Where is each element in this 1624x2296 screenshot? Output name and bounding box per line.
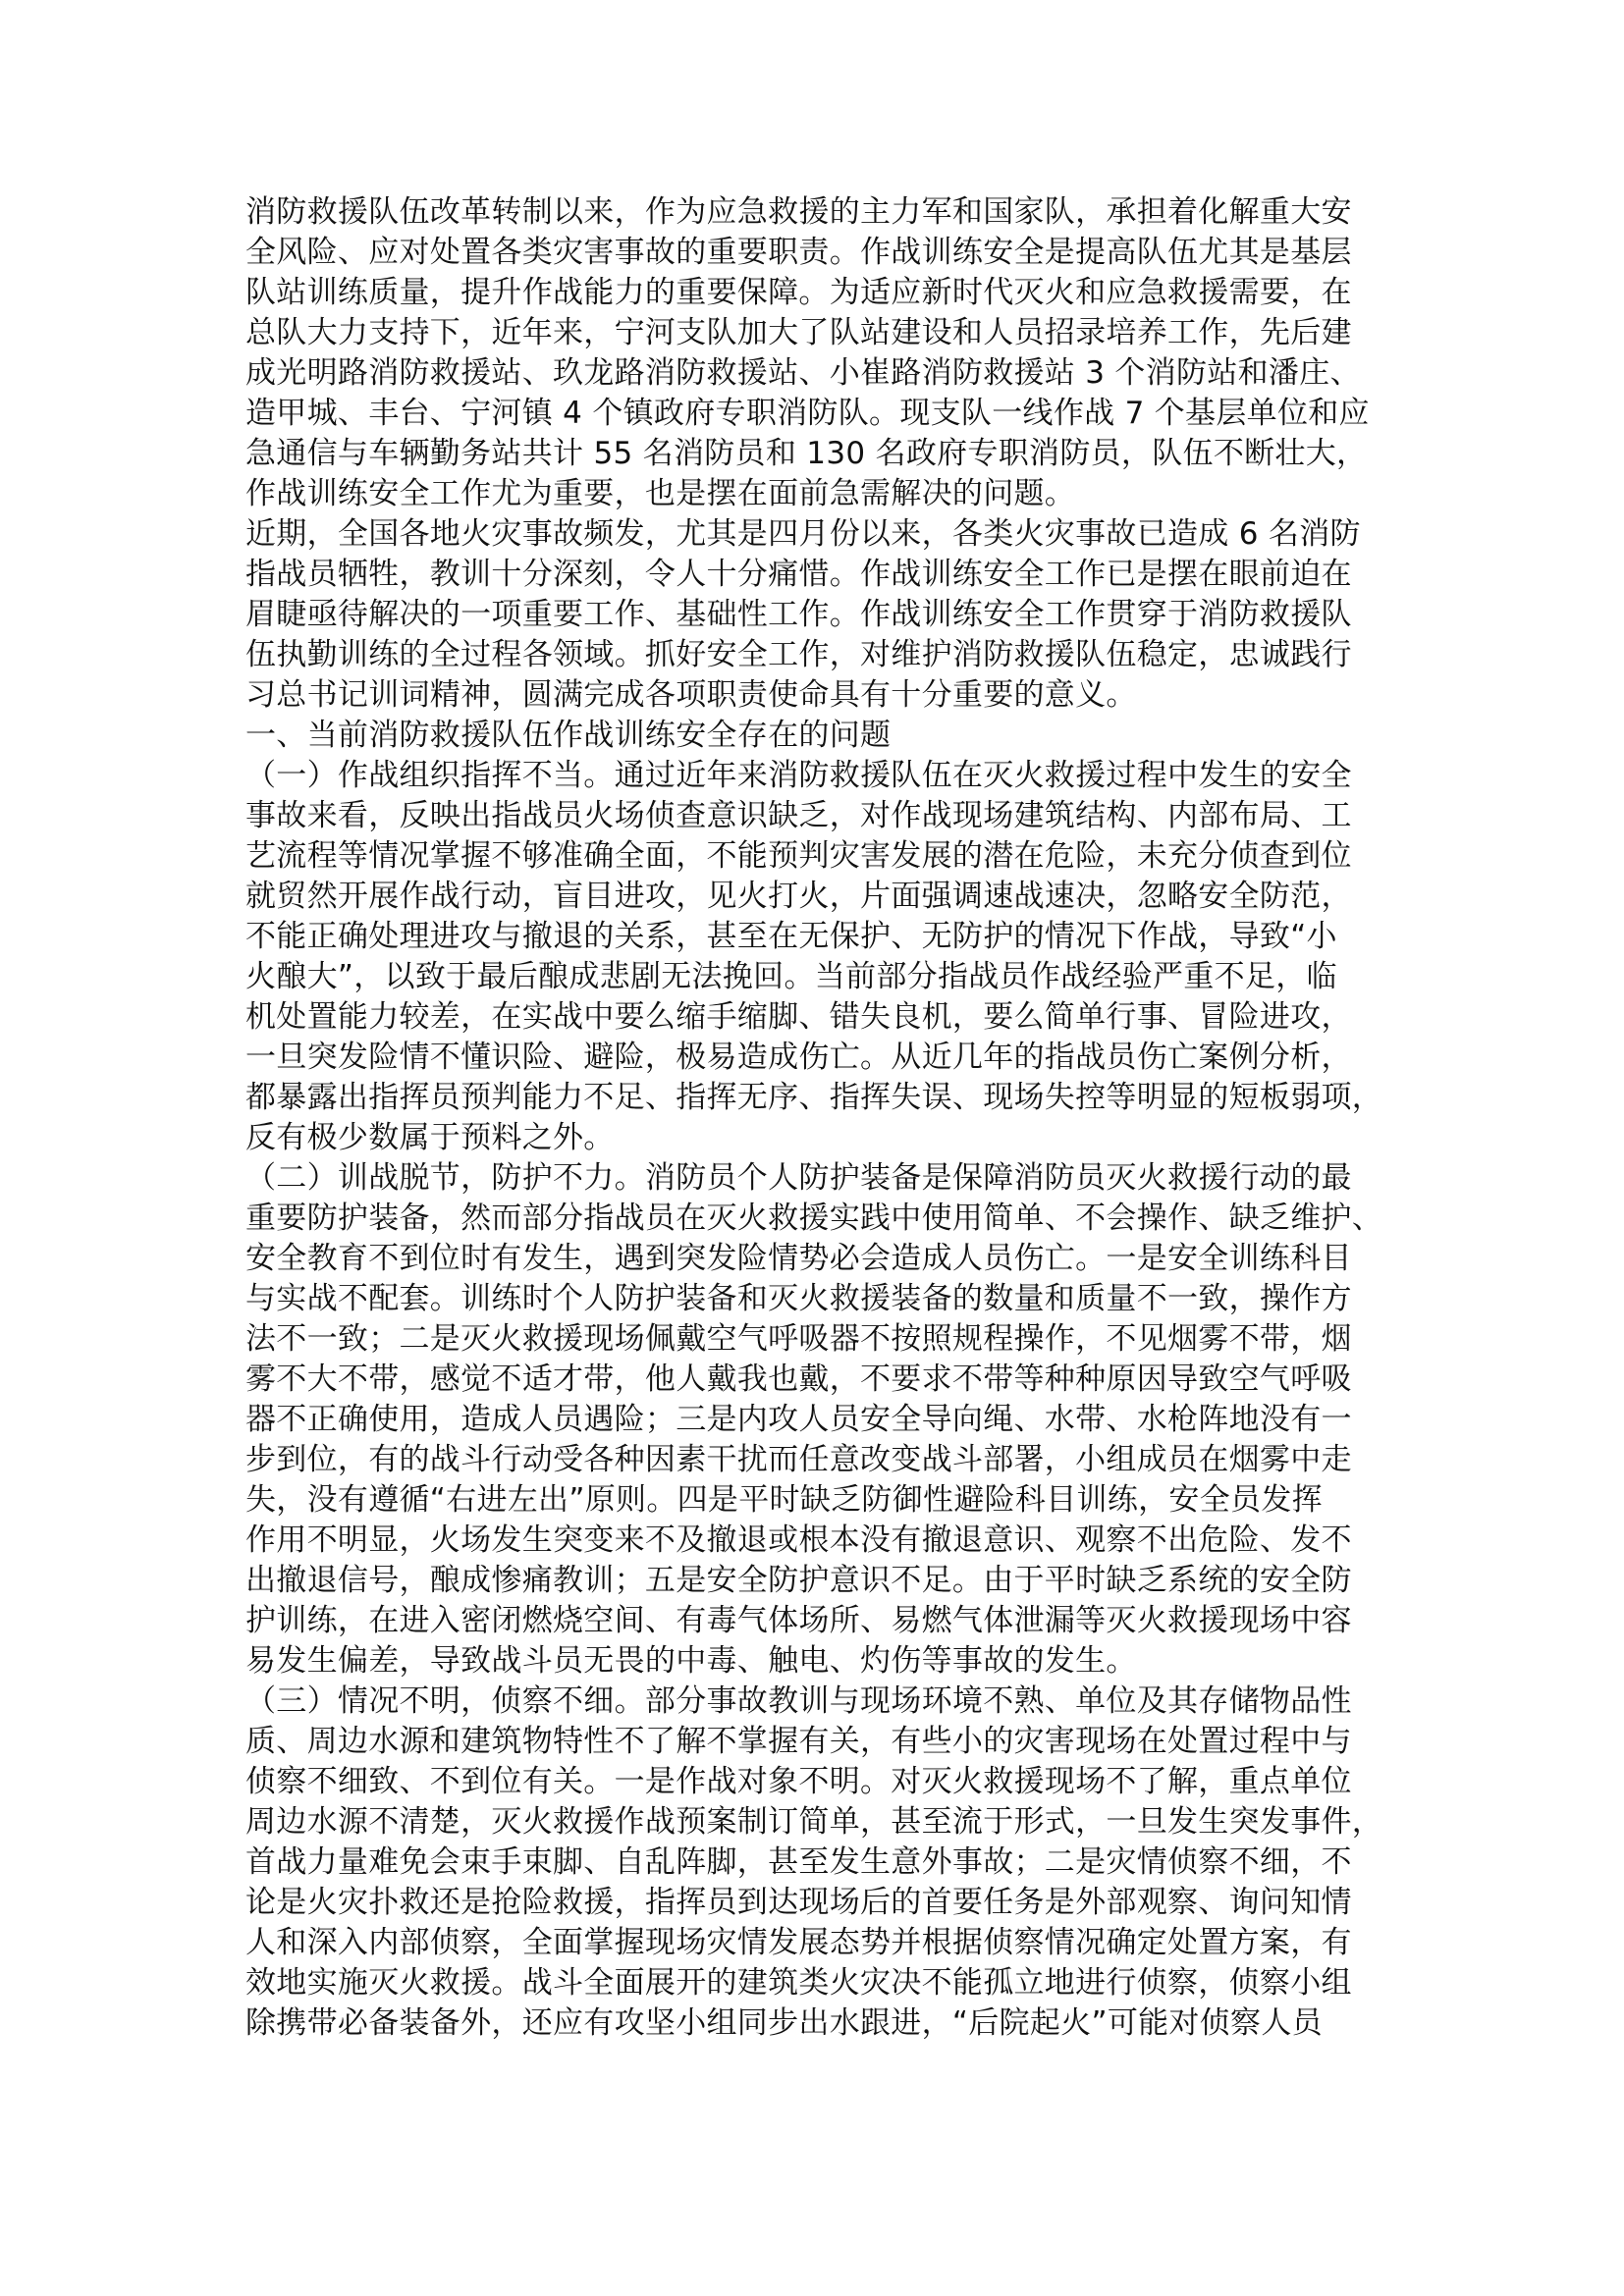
text-line: （三）情况不明，侦察不细。部分事故教训与现场环境不熟、单位及其存储物品性 — [245, 1683, 1352, 1719]
text-line: 事故来看，反映出指战员火场侦查意识缺乏，对作战现场建筑结构、内部布局、工 — [245, 798, 1352, 833]
text-line: 全风险、应对处置各类灾害事故的重要职责。作战训练安全是提高队伍尤其是基层 — [245, 235, 1352, 270]
section-heading: 一、当前消防救援队伍作战训练安全存在的问题 — [245, 718, 892, 753]
text-line: 质、周边水源和建筑物特性不了解不掌握有关，有些小的灾害现场在处置过程中与 — [245, 1724, 1352, 1759]
text-line: 不能正确处理进攻与撤退的关系，甚至在无保护、无防护的情况下作战，导致“小 — [245, 919, 1337, 954]
text-line: 效地实施灭火救援。战斗全面展开的建筑类火灾决不能孤立地进行侦察，侦察小组 — [245, 1965, 1352, 2001]
text-line: 都暴露出指挥员预判能力不足、指挥无序、指挥失误、现场失控等明显的短板弱项， — [245, 1080, 1383, 1115]
text-line: 周边水源不清楚，灭火救援作战预案制订简单，甚至流于形式，一旦发生突发事件， — [245, 1804, 1383, 1840]
text-line: 一旦突发险情不懂识险、避险，极易造成伤亡。从近几年的指战员伤亡案例分析， — [245, 1040, 1352, 1075]
document-body — [245, 192, 1399, 2044]
text-line: 反有极少数属于预料之外。 — [245, 1120, 615, 1155]
text-line: 重要防护装备，然而部分指战员在灭火救援实践中使用简单、不会操作、缺乏维护、 — [245, 1201, 1383, 1236]
text-line: 安全教育不到位时有发生，遇到突发险情势必会造成人员伤亡。一是安全训练科目 — [245, 1241, 1352, 1276]
text-line: （一）作战组织指挥不当。通过近年来消防救援队伍在灭火救援过程中发生的安全 — [245, 758, 1352, 793]
text-line: （二）训战脱节，防护不力。消防员个人防护装备是保障消防员灭火救援行动的最 — [245, 1160, 1352, 1196]
text-line: 失，没有遵循“右进左出”原则。四是平时缺乏防御性避险科目训练，安全员发挥 — [245, 1482, 1323, 1518]
text-line: 总队大力支持下，近年来，宁河支队加大了队站建设和人员招录培养工作，先后建 — [245, 315, 1352, 350]
text-line: 急通信与车辆勤务站共计 55 名消防员和 130 名政府专职消防员，队伍不断壮大， — [245, 436, 1368, 471]
text-line: 论是火灾扑救还是抢险救援，指挥员到达现场后的首要任务是外部观察、询问知情 — [245, 1885, 1352, 1920]
text-line: 机处置能力较差，在实战中要么缩手缩脚、错失良机，要么简单行事、冒险进攻， — [245, 999, 1352, 1035]
text-line: 习总书记训词精神，圆满完成各项职责使命具有十分重要的意义。 — [245, 677, 1137, 713]
text-line: 出撤退信号，酿成惨痛教训；五是安全防护意识不足。由于平时缺乏系统的安全防 — [245, 1563, 1352, 1598]
text-line: 法不一致；二是灭火救援现场佩戴空气呼吸器不按照规程操作，不见烟雾不带，烟 — [245, 1321, 1352, 1357]
text-line: 作战训练安全工作尤为重要，也是摆在面前急需解决的问题。 — [245, 476, 1076, 511]
text-line: 作用不明显，火场发生突变来不及撤退或根本没有撤退意识、观察不出危险、发不 — [245, 1522, 1352, 1558]
text-line: 近期，全国各地火灾事故频发，尤其是四月份以来，各类火灾事故已造成 6 名消防 — [245, 516, 1361, 552]
text-line: 艺流程等情况掌握不够准确全面，不能预判灾害发展的潜在危险，未充分侦查到位 — [245, 838, 1352, 874]
text-line: 火酿大”，以致于最后酿成悲剧无法挽回。当前部分指战员作战经验严重不足，临 — [245, 959, 1337, 994]
text-line: 指战员牺牲，教训十分深刻，令人十分痛惜。作战训练安全工作已是摆在眼前迫在 — [245, 557, 1352, 592]
text-line: 首战力量难免会束手束脚、自乱阵脚，甚至发生意外事故；二是灾情侦察不细，不 — [245, 1844, 1352, 1880]
text-line: 就贸然开展作战行动，盲目进攻，见火打火，片面强调速战速决，忽略安全防范， — [245, 879, 1352, 914]
text-line: 步到位，有的战斗行动受各种因素干扰而任意改变战斗部署，小组成员在烟雾中走 — [245, 1442, 1352, 1477]
text-line: 成光明路消防救援站、玖龙路消防救援站、小崔路消防救援站 3 个消防站和潘庄、 — [245, 355, 1361, 391]
text-line: 消防救援队伍改革转制以来，作为应急救援的主力军和国家队，承担着化解重大安 — [245, 194, 1352, 230]
text-line: 易发生偏差，导致战斗员无畏的中毒、触电、灼伤等事故的发生。 — [245, 1643, 1137, 1679]
text-line: 伍执勤训练的全过程各领域。抓好安全工作，对维护消防救援队伍稳定，忠诚践行 — [245, 637, 1352, 672]
text-line: 队站训练质量，提升作战能力的重要保障。为适应新时代灭火和应急救援需要，在 — [245, 275, 1352, 310]
text-line: 护训练，在进入密闭燃烧空间、有毒气体场所、易燃气体泄漏等灭火救援现场中容 — [245, 1603, 1352, 1638]
text-line: 除携带必备装备外，还应有攻坚小组同步出水跟进，“后院起火”可能对侦察人员 — [245, 2005, 1323, 2041]
text-line: 人和深入内部侦察，全面掌握现场灾情发展态势并根据侦察情况确定处置方案，有 — [245, 1925, 1352, 1960]
text-line: 器不正确使用，造成人员遇险；三是内攻人员安全导向绳、水带、水枪阵地没有一 — [245, 1402, 1352, 1437]
text-line: 眉睫亟待解决的一项重要工作、基础性工作。作战训练安全工作贯穿于消防救援队 — [245, 597, 1352, 632]
text-line: 与实战不配套。训练时个人防护装备和灭火救援装备的数量和质量不一致，操作方 — [245, 1281, 1352, 1316]
text-line: 造甲城、丰台、宁河镇 4 个镇政府专职消防队。现支队一线作战 7 个基层单位和应 — [245, 396, 1370, 431]
text-line: 侦察不细致、不到位有关。一是作战对象不明。对灭火救援现场不了解，重点单位 — [245, 1764, 1352, 1799]
text-line: 雾不大不带，感觉不适才带，他人戴我也戴，不要求不带等种种原因导致空气呼吸 — [245, 1362, 1352, 1397]
